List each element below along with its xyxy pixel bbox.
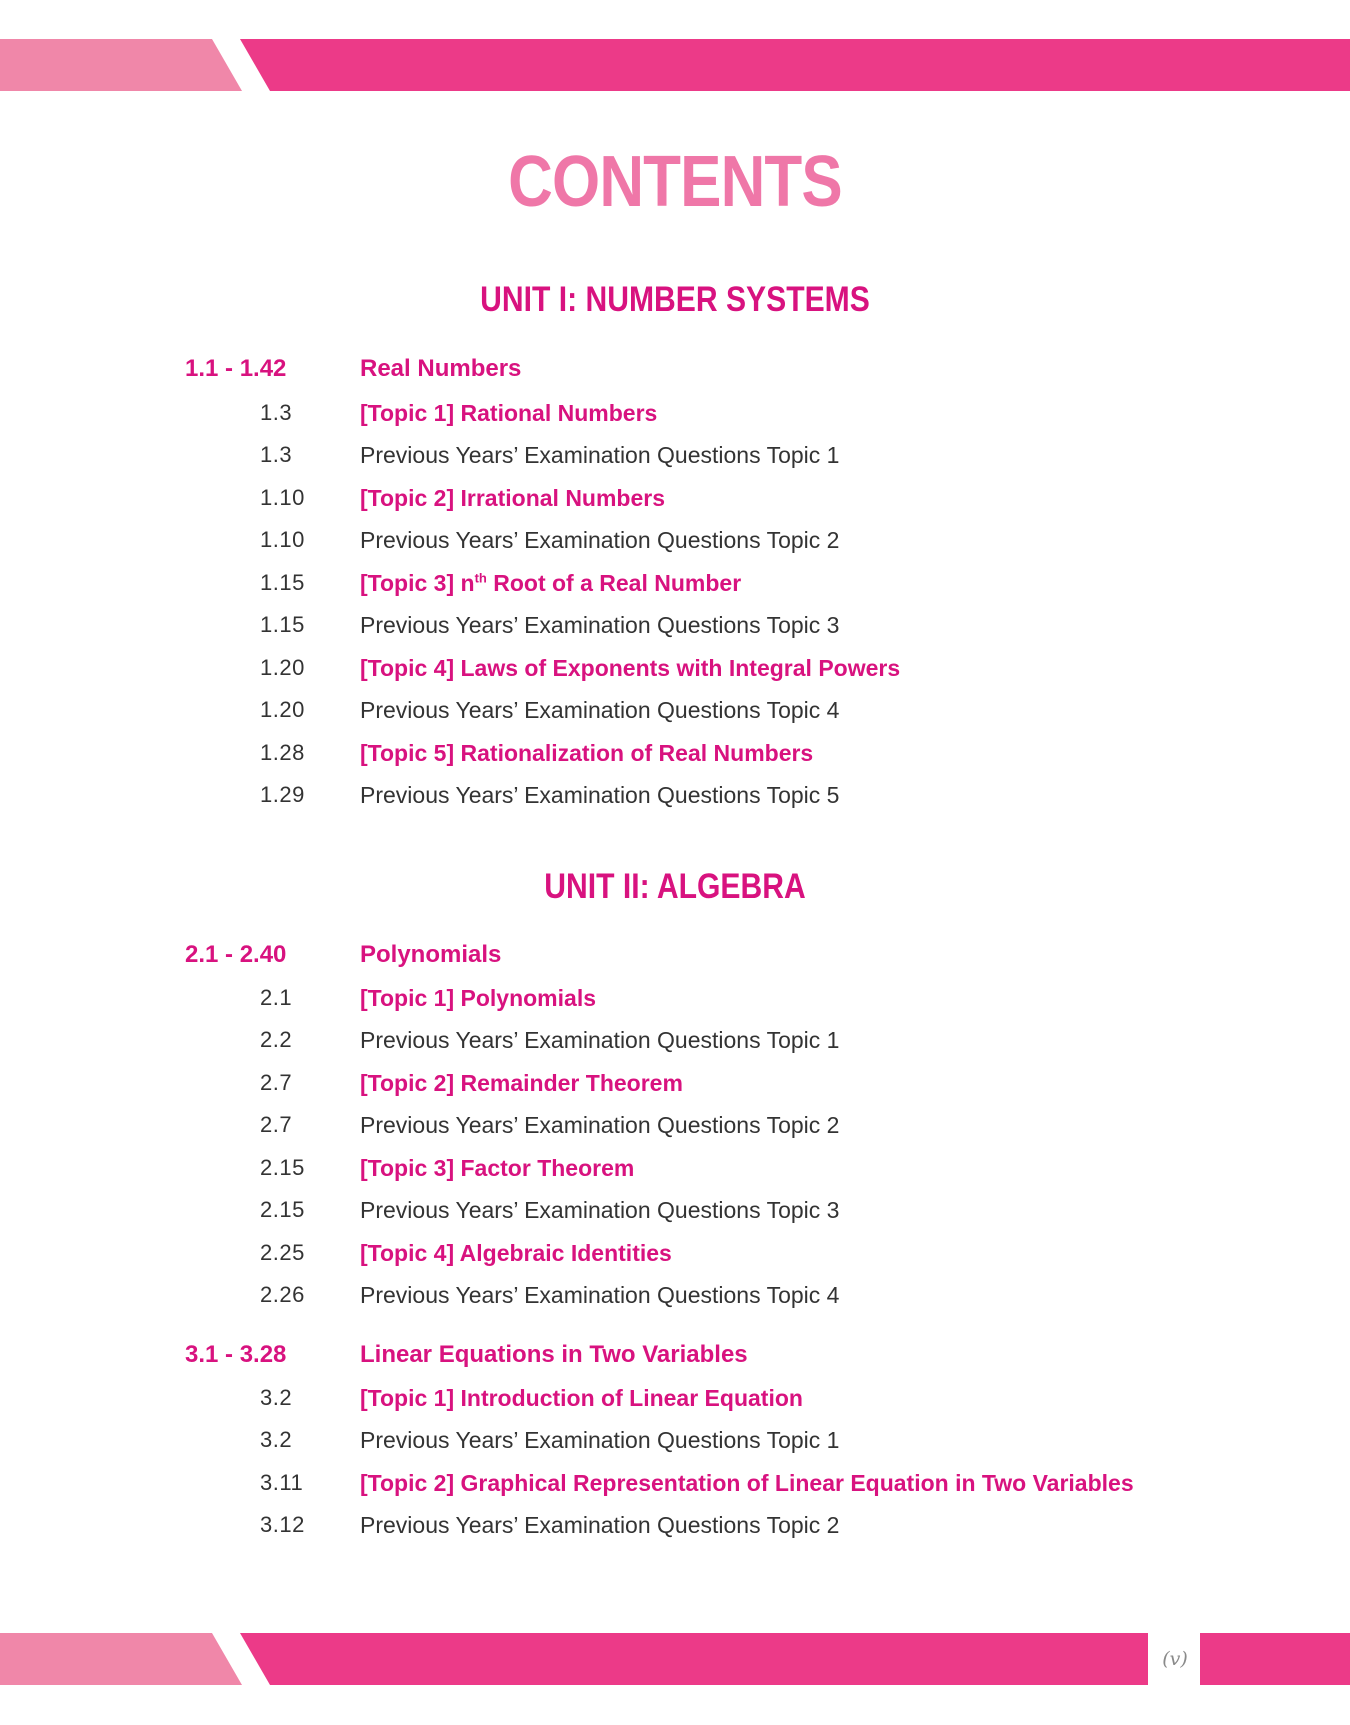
entry-title: [Topic 1] Polynomials [360,985,596,1011]
entry-page: 1.10 [260,485,305,510]
chapter-title: Linear Equations in Two Variables [360,1341,748,1368]
entry-page: 1.3 [260,442,293,467]
entry-page: 2.1 [260,985,293,1010]
entry-page: 3.2 [260,1385,293,1410]
entry-title: Previous Years’ Examination Questions Topic 3 [360,612,840,638]
entry-title: Previous Years’ Examination Questions Topic 2 [360,1512,840,1538]
entry-page: 2.7 [260,1070,293,1095]
entry-title-prefix: [Topic 3] n [360,570,475,596]
toc-entry[interactable] [0,1510,1350,1540]
entry-page: 3.2 [260,1427,293,1452]
toc-entry[interactable] [0,983,1350,1013]
entry-title: Previous Years’ Examination Questions Topic 4 [360,697,840,723]
entry-title [360,568,741,598]
entry-title: [Topic 2] Irrational Numbers [360,485,666,511]
entry-page: 1.15 [260,612,305,637]
toc-entry[interactable] [0,568,1350,598]
unit-heading-number-systems: UNIT I: NUMBER SYSTEMS [480,280,870,319]
entry-title: Previous Years’ Examination Questions Topic 2 [360,527,840,553]
entry-title: [Topic 1] Rational Numbers [360,400,658,426]
chapter-page-range: 1.1 - 1.42 [185,355,287,382]
entry-title: [Topic 1] Introduction of Linear Equation [360,1385,803,1411]
entry-title: Previous Years’ Examination Questions Topic 1 [360,1027,840,1053]
chapter-title: Real Numbers [360,355,522,382]
entry-page: 1.20 [260,655,305,680]
ordinal-superscript: th [474,570,487,586]
entry-page: 2.25 [260,1240,305,1265]
entry-page: 1.10 [260,527,305,552]
chapter-row-linear-equations[interactable] [0,1340,1350,1370]
toc-entry[interactable] [0,1153,1350,1183]
entry-page: 2.15 [260,1155,305,1180]
toc-entry[interactable] [0,1280,1350,1310]
entry-title-suffix: Root of a Real Number [486,570,742,596]
toc-entry[interactable] [0,440,1350,470]
entry-title: [Topic 2] Graphical Representation of Linear Equation in Two Variables [360,1470,1134,1496]
toc-entry[interactable] [0,653,1350,683]
entry-title: Previous Years’ Examination Questions Topic 1 [360,442,840,468]
entry-title: Previous Years’ Examination Questions Topic 4 [360,1282,840,1308]
entry-page: 1.20 [260,697,305,722]
toc-entry[interactable] [0,1383,1350,1413]
entry-title: [Topic 4] Algebraic Identities [360,1240,672,1266]
unit-heading-algebra: UNIT II: ALGEBRA [544,867,806,906]
toc-entry[interactable] [0,738,1350,768]
bottom-decorative-band [0,1633,1350,1685]
entry-title: [Topic 2] Remainder Theorem [360,1070,683,1096]
chapter-page-range: 2.1 - 2.40 [185,941,287,968]
toc-entry[interactable] [0,1068,1350,1098]
entry-page: 2.7 [260,1112,293,1137]
entry-page: 3.12 [260,1512,305,1537]
toc-entry[interactable] [0,398,1350,428]
entry-page: 2.2 [260,1027,293,1052]
entry-page: 1.15 [260,570,305,595]
toc-entry[interactable] [0,483,1350,513]
entry-title: [Topic 5] Rationalization of Real Numbers [360,740,814,766]
chapter-page-range: 3.1 - 3.28 [185,1341,287,1368]
entry-title: Previous Years’ Examination Questions Topic 2 [360,1112,840,1138]
entry-title: Previous Years’ Examination Questions Topic 5 [360,782,840,808]
entry-page: 1.28 [260,740,305,765]
entry-page: 2.26 [260,1282,305,1307]
toc-entry[interactable] [0,1238,1350,1268]
toc-entry[interactable] [0,1025,1350,1055]
chapter-title: Polynomials [360,941,502,968]
chapter-row-polynomials[interactable] [0,940,1350,970]
toc-entry[interactable] [0,780,1350,810]
entry-title: [Topic 3] Factor Theorem [360,1155,635,1181]
chapter-row-real-numbers[interactable] [0,354,1350,384]
toc-entry[interactable] [0,610,1350,640]
entry-title: Previous Years’ Examination Questions Topic 3 [360,1197,840,1223]
toc-entry[interactable] [0,695,1350,725]
entry-page: 1.3 [260,400,293,425]
entry-page: 2.15 [260,1197,305,1222]
entry-title: [Topic 4] Laws of Exponents with Integral Powers [360,655,901,681]
page-number: (v) [1162,1648,1188,1670]
toc-entry[interactable] [0,1425,1350,1455]
top-decorative-band [0,39,1350,91]
toc-entry[interactable] [0,1468,1350,1498]
toc-entry[interactable] [0,1195,1350,1225]
toc-entry[interactable] [0,525,1350,555]
toc-entry[interactable] [0,1110,1350,1140]
page-title: CONTENTS [508,142,842,222]
entry-title: Previous Years’ Examination Questions Topic 1 [360,1427,840,1453]
entry-page: 3.11 [260,1470,304,1495]
entry-page: 1.29 [260,782,305,807]
